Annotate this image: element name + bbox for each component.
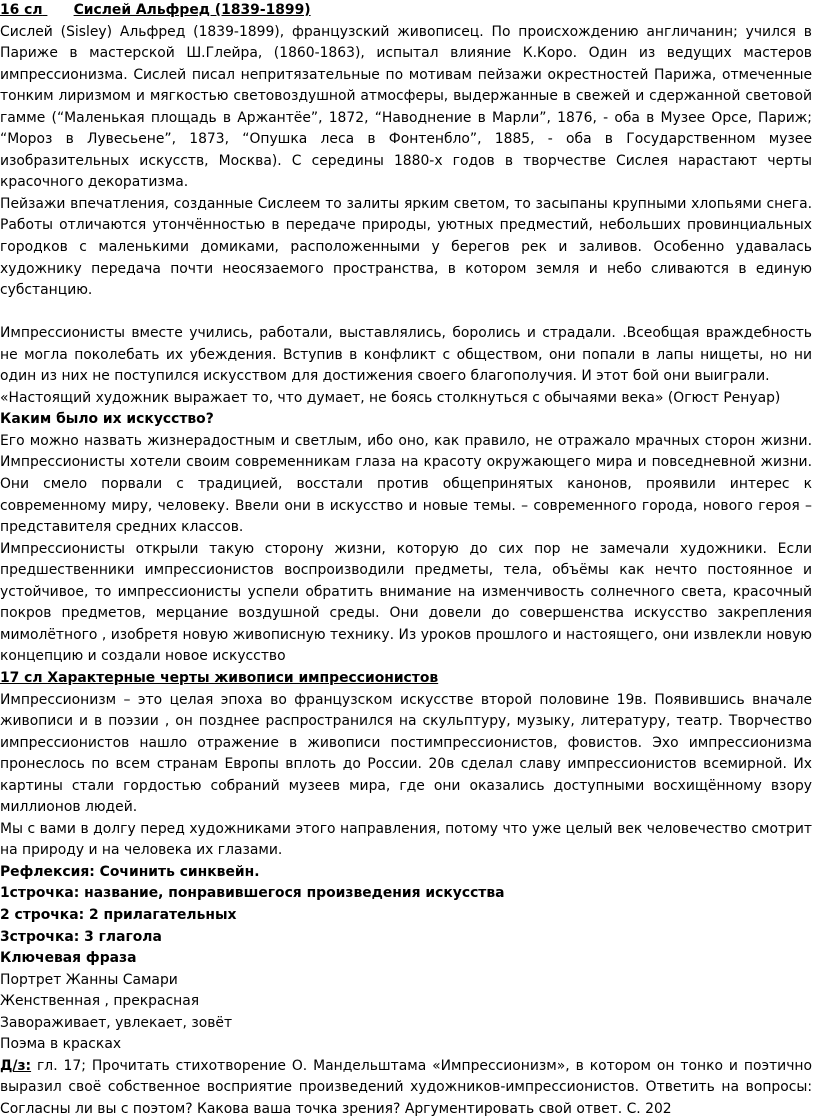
renoir-quote: «Настоящий художник выражает то, что думает, не боясь столкнуться с обычаями века» (Огюст Ренуар) (0, 389, 781, 406)
debt-paragraph: Мы с вами в долгу перед художниками этого направления, потому что уже целый век человечество смотрит на природу и на человека их глазами. (0, 820, 812, 859)
cinquain-answer-2: Женственная , прекрасная (0, 993, 200, 1010)
impressionism-era-paragraph: Импрессионизм – это целая эпоха во французском искусстве второй половине 19в. Появившись вначале живописи и в поэзии , он позднее распространился на скульптуру, музыку, литературу, театр. Творчество импрессионистов нашло отражение в живописи постимпрессионистов, фовистов. Эхо импрессионизма пронеслось по всем странам Европы вплоть до России. 20в сделал славу импрессионистов всемирной. Их картины стали гордостью собраний музеев мира, где они оказались доступными восхищённому взору миллионов людей. (0, 691, 812, 816)
homework-label: Д/з: (0, 1057, 32, 1074)
impressionists-paragraph: Импрессионисты вместе учились, работали, выставлялись, боролись и страдали. .Всеобщая враждебность не могла поколебать их убеждения. Вступив в конфликт с обществом, они попали в лапы нищеты, но ни один из них не поступился искусством для достижения своего благополучия. И этот бой они выиграли. (0, 325, 812, 385)
cinquain-line-4: Ключевая фраза (0, 950, 137, 967)
sisley-landscapes-paragraph: Пейзажи впечатления, созданные Сислеем то залиты ярким светом, то засыпаны крупными хлопьями снега. Работы отличаются утончённостью в передаче природы, уютных предместий, небольших провинциальных городков с маленькими домиками, расположенными у берегов рек и заливов. Особенно удавалась художнику передача почти неосязаемого пространства, в котором земля и небо сливаются в единую субстанцию. (0, 195, 812, 299)
cinquain-line-3: 3строчка: 3 глагола (0, 928, 162, 945)
answer-paragraph: Его можно назвать жизнерадостным и светлым, ибо оно, как правило, не отражало мрачных сторон жизни. Импрессионисты хотели своим современникам глаза на красоту окружающего мира и повседневной жизни. Они смело порвали с традицией, восстали против общепринятых канонов, проявили интерес к современному миру, человеку. Ввели они в искусство и новые темы. – современного города, нового героя – представителя средних классов. (0, 432, 812, 536)
artist-title: Сислей Альфред (1839-1899) (73, 2, 311, 18)
cinquain-answer-1: Портрет Жанны Самари (0, 971, 178, 988)
cinquain-answer-3: Завораживает, увлекает, зовёт (0, 1014, 233, 1031)
section-17-heading: 17 сл Характерные черты живописи импрессионистов (0, 669, 439, 686)
question-heading: Каким было их искусство? (0, 411, 214, 428)
homework-paragraph (0, 1056, 812, 1120)
section-16-title (0, 0, 812, 22)
slide-label: 16 сл (0, 2, 43, 18)
sisley-bio-paragraph: Сислей (Sisley) Альфред (1839-1899), французский живописец. По происхождению англичанин; учился в Париже в мастерской Ш.Глейра, (1860-1863), испытал влияние К.Коро. Один из ведущих мастеров импрессионизма. Сислей писал непритязательные по мотивам пейзажи окрестностей Парижа, отмеченные тонким лиризмом и мягкостью световоздушной атмосферы, выдержанные в свежей и сдержанной световой гамме (“Маленькая площадь в Аржантёе”, 1872, “Наводнение в Марли”, 1876, - оба в Музее Орсе, Париж; “Мороз в Лувесьене”, 1873, “Опушка леса в Фонтенбло”, 1885, - оба в Государственном музее изобразительных искусств, Москва). С середины 1880-х годов в творчестве Сислея нарастают черты красочного декоратизма. (0, 23, 812, 191)
blank-line (0, 302, 812, 324)
cinquain-line-2: 2 строчка: 2 прилагательных (0, 906, 237, 923)
reflection-title: Рефлексия: Сочинить синквейн. (0, 863, 260, 880)
discovery-paragraph: Импрессионисты открыли такую сторону жизни, которую до сих пор не замечали художники. Если предшественники импрессионистов воспроизводили предметы, тела, объёмы как нечто постоянное и устойчивое, то импрессионисты успели обратить внимание на изменчивость солнечного света, красочный покров предметов, мерцание воздушной среды. Они довели до совершенства искусство закрепления мимолётного , изобретя новую живописную технику. Из уроков прошлого и настоящего, они извлекли новую концепцию и создали новое искусство (0, 540, 812, 665)
cinquain-line-1: 1строчка: название, понравившегося произведения искусства (0, 885, 505, 902)
homework-text: гл. 17; Прочитать стихотворение О. Мандельштама «Импрессионизм», в котором он тонко и поэтично выразил своё собственное восприятие произведений художников-импрессионистов. Ответить на вопросы: Согласны ли вы с поэтом? Какова ваша точка зрения? Аргументировать свой ответ. С. 202 (0, 1057, 812, 1117)
cinquain-answer-4: Поэма в красках (0, 1036, 122, 1053)
